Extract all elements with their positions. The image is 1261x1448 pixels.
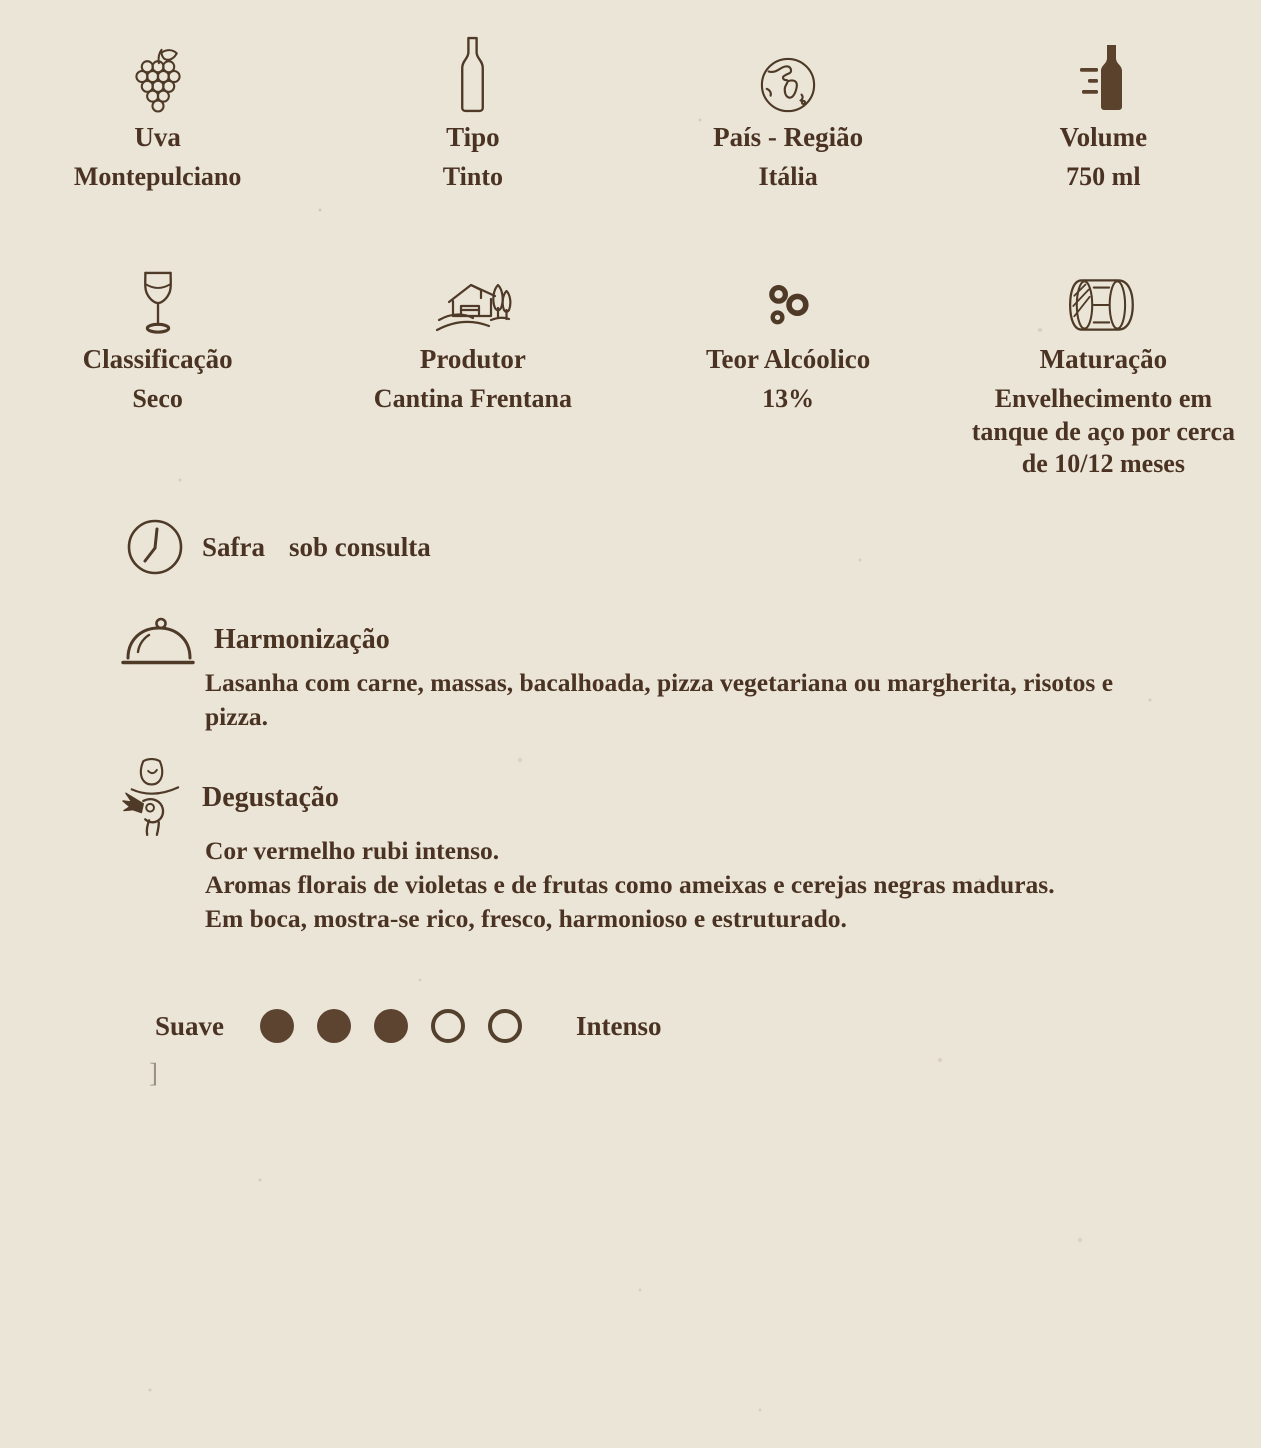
harmonizacao-header: [120, 616, 390, 666]
intensity-dot-filled: [317, 1009, 351, 1043]
cell-label: Maturação: [1039, 344, 1168, 374]
clock-icon: [126, 518, 184, 576]
info-row-1: [0, 28, 1261, 194]
harmonizacao-body: Lasanha com carne, massas, bacalhoada, pizza vegetariana ou margherita, risotos e pizza.: [205, 668, 1114, 732]
info-cell-teor-alcoolico: [631, 250, 946, 481]
cell-value: 750 ml: [1066, 162, 1141, 192]
cell-label: Tipo: [446, 122, 500, 152]
info-cell-classificacao: [0, 250, 315, 481]
intensity-dot-empty: [431, 1009, 465, 1043]
safra-label: Safra: [202, 531, 265, 562]
intensity-scale: [155, 1006, 662, 1046]
info-cell-pais-regiao: [631, 28, 946, 194]
info-row-2: [0, 250, 1261, 481]
degustacao-title: Degustação: [202, 782, 339, 813]
info-cell-uva: [0, 28, 315, 194]
intensity-dot-filled: [260, 1009, 294, 1043]
barrel-icon: [1065, 274, 1141, 336]
farmhouse-icon: [434, 272, 512, 336]
safra-value: sob consulta: [289, 531, 431, 562]
cloche-icon: [120, 616, 198, 666]
info-cell-volume: [946, 28, 1261, 194]
cell-label: Produtor: [419, 344, 526, 374]
degustacao-line: Em boca, mostra-se rico, fresco, harmonioso e estruturado.: [205, 904, 847, 934]
scale-left-label: Suave: [155, 1010, 225, 1041]
scale-right-label: Intenso: [576, 1010, 662, 1041]
print-artifact-bracket: ]: [149, 1058, 158, 1088]
cell-value: Montepulciano: [73, 162, 242, 192]
cell-label: Teor Alcóolico: [706, 344, 871, 374]
cell-value: 13%: [762, 384, 815, 414]
cell-value: Seco: [132, 384, 183, 414]
grapes-icon: [132, 48, 184, 114]
cell-value: Envelhecimento em tanque de aço por cerca de 10/12 meses: [971, 384, 1236, 479]
degustacao-line: Cor vermelho rubi intenso.: [205, 836, 500, 865]
intensity-dot-filled: [374, 1009, 408, 1043]
cell-value: Tinto: [442, 162, 503, 192]
info-cell-produtor: [315, 250, 630, 481]
cell-value: Itália: [758, 162, 818, 192]
info-cell-maturacao: [946, 250, 1261, 481]
degustacao-body: [205, 834, 1155, 936]
cell-value: Cantina Frentana: [373, 384, 572, 414]
globe-icon: [759, 56, 817, 114]
safra-row: [126, 518, 431, 576]
degustacao-header: [122, 758, 339, 840]
cell-label: Uva: [134, 122, 181, 152]
wine-glass-icon: [135, 270, 181, 336]
bubbles-icon: [765, 282, 811, 336]
degustacao-line: Aromas florais de violetas e de frutas como ameixas e cerejas negras maduras.: [205, 870, 1055, 900]
volume-bottle-icon: [1080, 44, 1126, 114]
harmonizacao-title: Harmonização: [214, 624, 390, 655]
cell-label: País - Região: [713, 122, 864, 152]
cell-label: Volume: [1059, 122, 1148, 152]
cell-label: Classificação: [82, 344, 233, 374]
intensity-dot-empty: [488, 1009, 522, 1043]
wine-bottle-icon: [459, 36, 486, 114]
sommelier-icon: [122, 758, 184, 840]
intensity-scale-dots: [260, 1009, 522, 1043]
info-cell-tipo: [315, 28, 630, 194]
